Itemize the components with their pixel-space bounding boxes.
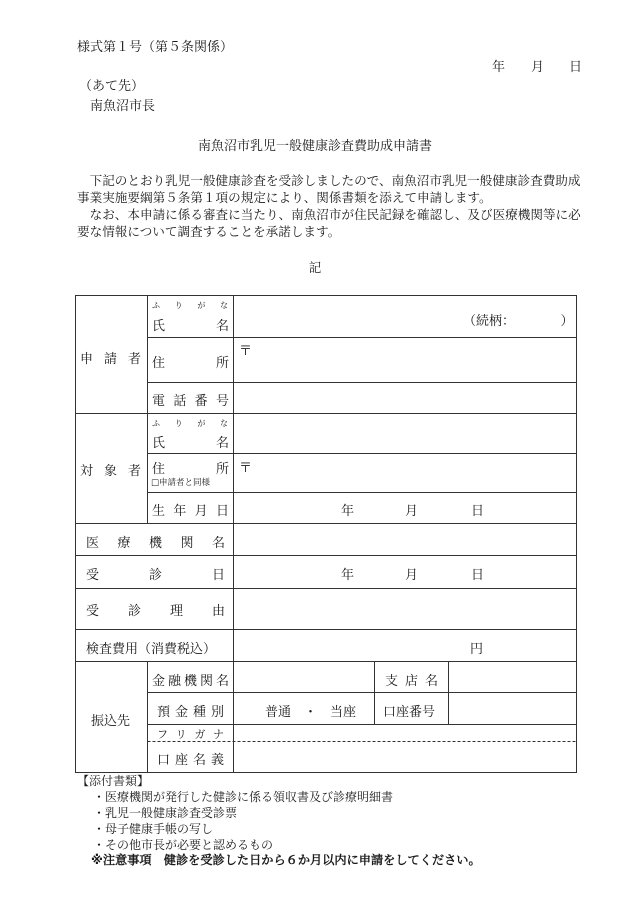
visit-year-label: 年 xyxy=(341,568,355,583)
medical-institution-label xyxy=(86,532,225,551)
char: 由 xyxy=(211,604,225,619)
char: 医 xyxy=(86,536,100,551)
char: 機 xyxy=(183,674,197,689)
char: ナ xyxy=(212,728,224,741)
char: 番 xyxy=(194,394,208,409)
subject-group-label xyxy=(80,460,141,479)
char: 象 xyxy=(103,464,117,479)
deposit-type-options[interactable]: 普通 ・ 当座 xyxy=(265,705,357,720)
char: 者 xyxy=(127,464,141,479)
attachment-item: ・乳児一般健康診査受診票 xyxy=(93,806,238,820)
date-day-label: 日 xyxy=(569,60,583,75)
birth-month-label: 月 xyxy=(405,504,419,519)
para1-line2: 事業実施要綱第５条第１項の規定により、関係書類を添えて申請します。 xyxy=(77,190,492,205)
yen-label: 円 xyxy=(470,642,484,657)
applicant-phone-label xyxy=(152,390,229,409)
char: な xyxy=(219,301,228,310)
deposit-type-label xyxy=(157,701,224,720)
char: 義 xyxy=(210,753,224,768)
visit-day-label: 日 xyxy=(471,568,485,583)
char: な xyxy=(219,419,228,428)
applicant-furigana-label xyxy=(152,300,228,311)
char: 融 xyxy=(167,674,181,689)
char: 名 xyxy=(215,674,229,689)
birth-date-label xyxy=(152,500,229,519)
transfer-group-label: 振込先 xyxy=(91,714,131,729)
subject-postal-mark: 〒 xyxy=(239,461,253,476)
char: 者 xyxy=(127,352,141,367)
char: 別 xyxy=(210,705,224,720)
char: 年 xyxy=(173,504,187,519)
para1-line1: 下記のとおり乳児一般健康診査を受診しましたので、南魚沼市乳児一般健康診査費助成 xyxy=(89,173,581,188)
char: 住 xyxy=(152,462,166,477)
addressee-name: 南魚沼市長 xyxy=(90,99,156,114)
subject-furigana-label xyxy=(152,418,228,429)
birth-year-label: 年 xyxy=(341,504,355,519)
char: 口 xyxy=(157,753,171,768)
char: 氏 xyxy=(152,319,166,334)
subject-name-label xyxy=(152,432,229,451)
attachment-item: ・母子健康手帳の写し xyxy=(93,822,214,836)
cost-label: 検査費用（消費税込） xyxy=(86,642,217,657)
char: 名 xyxy=(211,536,225,551)
char: 月 xyxy=(194,504,208,519)
char: 電 xyxy=(152,394,166,409)
branch-name-label xyxy=(385,670,438,689)
holder-furigana-label xyxy=(157,726,224,742)
char: 診 xyxy=(148,568,162,583)
char: ふ xyxy=(152,301,160,310)
char: が xyxy=(197,301,206,310)
char: 住 xyxy=(152,356,166,371)
char: 金 xyxy=(152,674,166,689)
char: 機 xyxy=(148,536,162,551)
char: 所 xyxy=(215,356,229,371)
char: 所 xyxy=(215,462,229,477)
char: 理 xyxy=(169,604,183,619)
char: 日 xyxy=(215,504,229,519)
attachment-item: ・医療機関が発行した健診に係る領収書及び診療明細書 xyxy=(93,790,394,804)
char: 金 xyxy=(174,705,188,720)
char: 受 xyxy=(86,604,100,619)
visit-reason-label xyxy=(86,600,225,619)
char: 名 xyxy=(215,319,229,334)
char: 日 xyxy=(211,568,225,583)
subject-address-label xyxy=(152,458,229,477)
account-number-label: 口座番号 xyxy=(383,705,436,720)
char: フ xyxy=(157,728,168,741)
form-title: 南魚沼市乳児一般健康診査費助成申請書 xyxy=(197,139,432,154)
char: リ xyxy=(175,728,187,741)
applicant-group-label xyxy=(80,348,141,367)
char: り xyxy=(174,419,183,428)
char: 店 xyxy=(404,674,418,689)
char: 関 xyxy=(199,674,213,689)
char: 話 xyxy=(173,394,187,409)
char: 氏 xyxy=(152,436,166,451)
char: ふ xyxy=(152,419,160,428)
notice-text: ※注意事項 健診を受診した日から６か月以内に申請をしてください。 xyxy=(91,853,481,867)
char: 名 xyxy=(215,436,229,451)
form-number: 様式第１号（第５条関係） xyxy=(77,40,234,55)
char: 座 xyxy=(174,753,188,768)
char: 生 xyxy=(152,504,166,519)
char: 関 xyxy=(180,536,194,551)
attachment-item: ・その他市長が必要と認めるもの xyxy=(93,838,274,852)
relation-label: （続柄： ） xyxy=(463,314,574,329)
same-as-applicant-checkbox[interactable]: □申請者と同様 xyxy=(151,478,211,488)
char: 名 xyxy=(192,753,206,768)
visit-month-label: 月 xyxy=(405,568,419,583)
char: 支 xyxy=(385,674,399,689)
char: 申 xyxy=(80,352,94,367)
char: り xyxy=(174,301,183,310)
para2-line2: 要な情報について調査することを承諾します。 xyxy=(77,224,341,239)
date-month-label: 月 xyxy=(531,60,545,75)
char: 名 xyxy=(424,674,438,689)
applicant-address-label xyxy=(152,352,229,371)
char: 預 xyxy=(157,705,171,720)
birth-day-label: 日 xyxy=(471,504,485,519)
char: 療 xyxy=(117,536,131,551)
char: 種 xyxy=(192,705,206,720)
para2-line1: なお、本申請に係る審査に当たり、南魚沼市が住民記録を確認し、及び医療機関等に必 xyxy=(89,207,581,222)
applicant-name-label xyxy=(152,315,229,334)
visit-date-label xyxy=(86,564,225,583)
date-year-label: 年 xyxy=(492,60,506,75)
attachments-header: 【添付書類】 xyxy=(77,774,150,788)
char: 対 xyxy=(80,464,94,479)
bank-name-label xyxy=(152,670,229,689)
char: 号 xyxy=(215,394,229,409)
char: 診 xyxy=(127,604,141,619)
char: ガ xyxy=(194,728,206,741)
addressee-label: （あて先） xyxy=(79,79,145,94)
ki-heading: 記 xyxy=(308,260,322,275)
applicant-postal-mark: 〒 xyxy=(239,344,253,359)
char: 請 xyxy=(103,352,117,367)
char: 受 xyxy=(86,568,100,583)
char: が xyxy=(197,419,206,428)
account-holder-label xyxy=(157,749,224,768)
